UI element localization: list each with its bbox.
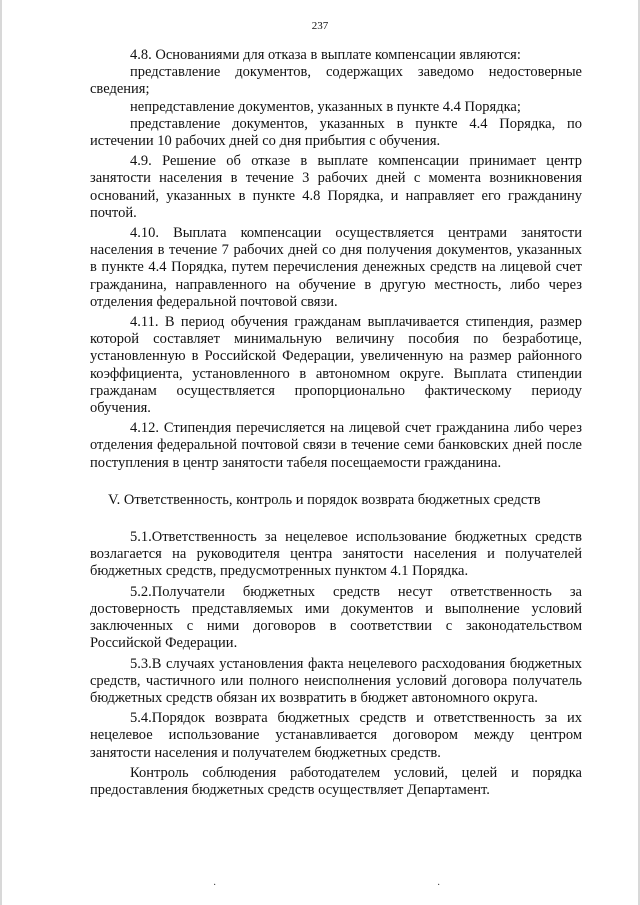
paragraph-4-8-item-2: непредставление документов, указанных в пункте 4.4 Порядка; — [130, 98, 521, 115]
paragraph-5-2: 5.2.Получатели бюджетных средств несут ответственность за достоверность представляемых ими документов и выполнение условий заключенных с ними договоров в соответствии с законодательством Российской Федерации. — [90, 583, 582, 652]
paragraph-5-1: 5.1.Ответственность за нецелевое использование бюджетных средств возлагается на руководителя центра занятости населения и получателей бюджетных средств, предусмотренных пунктом 4.1 Порядка. — [90, 529, 582, 580]
paragraph-control: Контроль соблюдения работодателем условий, целей и порядка предоставления бюджетных средств осуществляет Департамент. — [90, 764, 582, 798]
scan-edge-left — [0, 0, 2, 905]
paragraph-4-8-item-3: представление документов, указанных в пункте 4.4 Порядка, по истечении 10 рабочих дней со дня прибытия с обучения. — [90, 115, 582, 150]
scan-speck: · — [213, 880, 217, 891]
paragraph-4-8-item-1: представление документов, содержащих заведомо недостоверные сведения; — [90, 64, 582, 98]
paragraph-4-11: 4.11. В период обучения гражданам выплачивается стипендия, размер которой составляет минимальную величину пособия по безработице, установленную в Российской Федерации, увеличенную на размер районного коэффициента, установленного в автономном округе. Выплата стипендии гражданам осуществляется пропорционально фактическому периоду обучения. — [90, 314, 582, 417]
document-body — [90, 47, 582, 799]
paragraph-5-4: 5.4.Порядок возврата бюджетных средств и ответственность за их нецелевое использование устанавливается договором между центром занятости населения и получателем бюджетных средств. — [90, 710, 582, 761]
paragraph-4-10: 4.10. Выплата компенсации осуществляется центрами занятости населения в течение 7 рабочих дней со дня получения документов, указанных в пункте 4.4 Порядка, путем перечисления денежных средств на лицевой счет гражданина, направленного на обучение в другую местность, либо через отделения федеральной почтовой связи. — [90, 225, 582, 310]
paragraph-4-8: 4.8. Основаниями для отказа в выплате компенсации являются: — [130, 47, 521, 63]
paragraph-5-3: 5.3.В случаях установления факта нецелевого расходования бюджетных средств, частичного или полного неисполнения условий договора получатель бюджетных средств обязан их возвратить в бюджет автономного округа. — [90, 655, 582, 706]
paragraph-4-9: 4.9. Решение об отказе в выплате компенсации принимает центр занятости населения в течение 3 рабочих дней с момента возникновения оснований, указанных в пункте 4.8 Порядка, и направляет его гражданину почтой. — [90, 153, 582, 221]
section-heading: V. Ответственность, контроль и порядок возврата бюджетных средств — [108, 491, 541, 508]
scan-speck: · — [437, 880, 441, 891]
page-number: 237 — [311, 20, 329, 32]
paragraph-4-12: 4.12. Стипендия перечисляется на лицевой счет гражданина либо через отделения федеральной почтовой связи в течение семи банковских дней после поступления в центр занятости табеля посещаемости гражданина. — [90, 420, 582, 471]
